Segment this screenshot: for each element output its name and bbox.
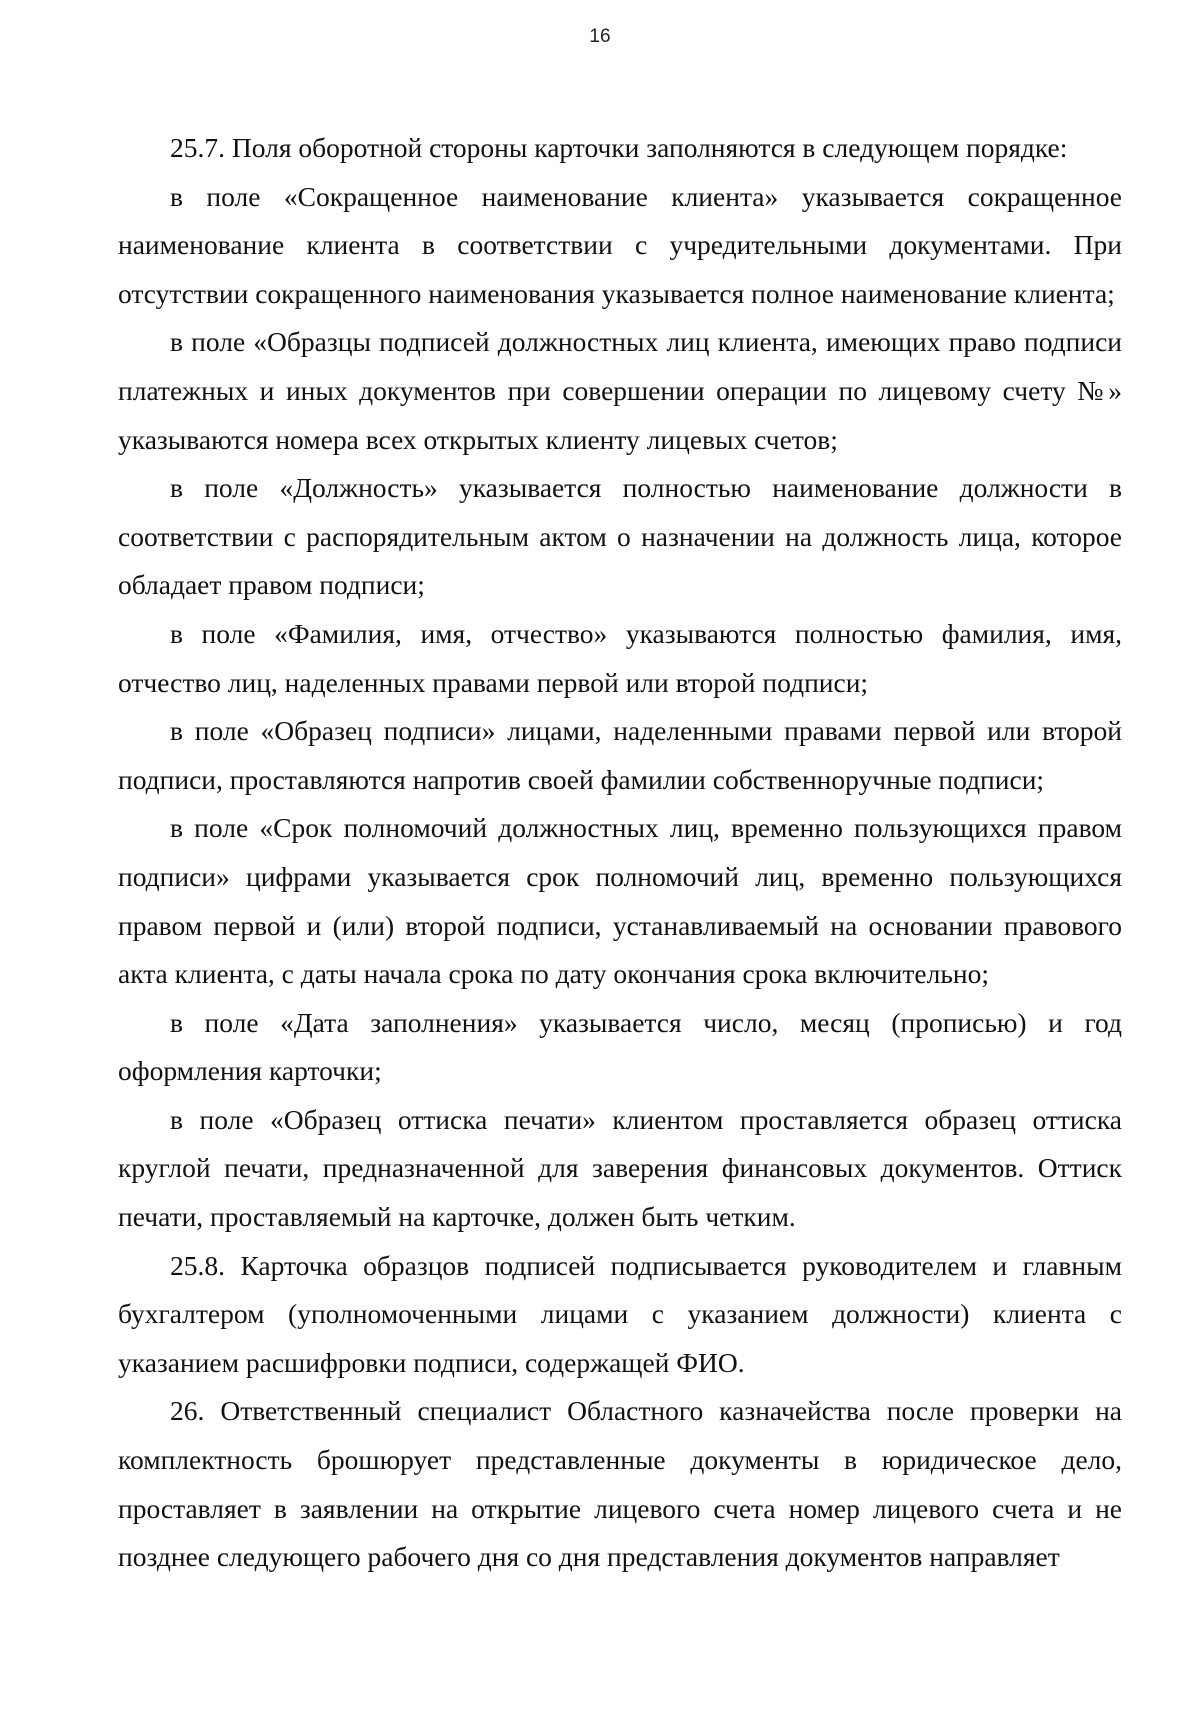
document-body <box>118 124 1122 1582</box>
paragraph-authority-term-field: в поле «Срок полномочий должностных лиц, временно пользующихся правом подписи» цифрами указывается срок полномочий лиц, временно пользующихся правом первой и (или) второй подписи, устанавливаемый на основании правового акта клиента, с даты начала срока по дату окончания срока включительно; <box>118 812 1122 990</box>
paragraph-signature-samples-field: в поле «Образцы подписей должностных лиц клиента, имеющих право подписи платежных и иных документов при совершении операции по лицевому счету №» указываются номера всех открытых клиенту лицевых счетов; <box>118 326 1122 455</box>
paragraph-position-field: в поле «Должность» указывается полностью наименование должности в соответствии с распорядительным актом о назначении на должность лица, которое обладает правом подписи; <box>118 472 1122 601</box>
paragraph-seal-sample-field: в поле «Образец оттиска печати» клиентом проставляется образец оттиска круглой печати, предназначенной для заверения финансовых документов. Оттиск печати, проставляемый на карточке, должен быть четким. <box>118 1103 1122 1233</box>
paragraph-26: 26. Ответственный специалист Областного казначейства после проверки на комплектность брошюрует представленные документы в юридическое дело, проставляет в заявлении на открытие лицевого счета номер лицевого счета и не позднее следующего рабочего дня со дня представления документов направляет <box>118 1395 1122 1573</box>
paragraph-25-7-heading: 25.7. Поля оборотной стороны карточки заполняются в следующем порядке: <box>170 132 1068 163</box>
paragraph-short-name-field: в поле «Сокращенное наименование клиента» указывается сокращенное наименование клиента в соответствии с учредительными документами. При отсутствии сокращенного наименования указывается полное наименование клиента; <box>118 180 1122 309</box>
page-number: 16 <box>589 26 611 47</box>
paragraph-signature-sample-field: в поле «Образец подписи» лицами, наделенными правами первой или второй подписи, проставляются напротив своей фамилии собственноручные подписи; <box>118 715 1122 795</box>
paragraph-fill-date-field: в поле «Дата заполнения» указывается число, месяц (прописью) и год оформления карточки; <box>118 1006 1122 1087</box>
paragraph-25-8: 25.8. Карточка образцов подписей подписывается руководителем и главным бухгалтером (уполномоченными лицами с указанием должности) клиента с указанием расшифровки подписи, содержащей ФИО. <box>118 1249 1122 1378</box>
paragraph-full-name-field: в поле «Фамилия, имя, отчество» указываются полностью фамилия, имя, отчество лиц, наделенных правами первой или второй подписи; <box>118 617 1122 698</box>
